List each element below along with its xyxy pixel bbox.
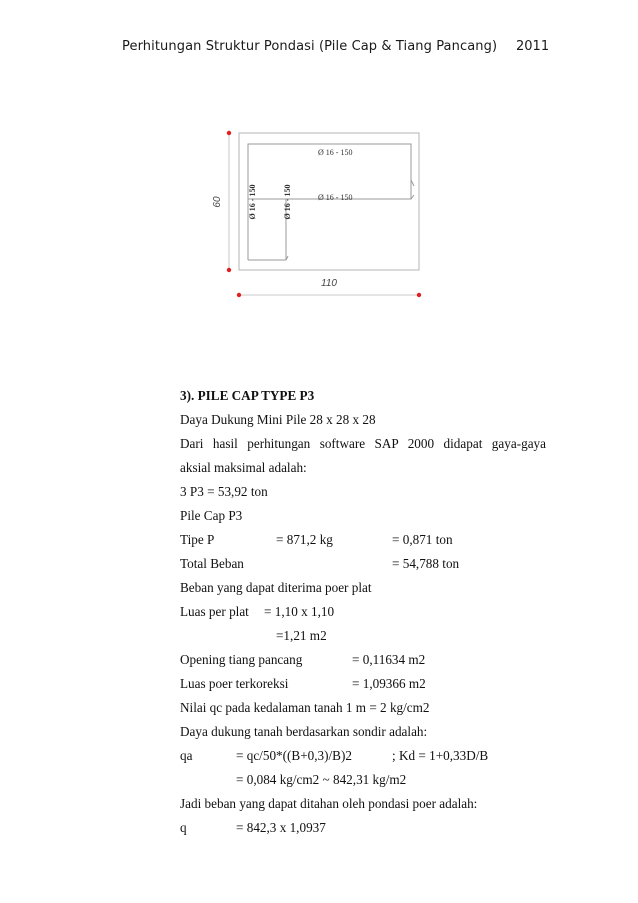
section-heading: 3). PILE CAP TYPE P3 — [180, 388, 315, 403]
opening-label: Opening tiang pancang — [180, 652, 303, 667]
dim-label-horizontal: 110 — [321, 278, 337, 289]
qa-result: = 0,084 kg/cm2 ~ 842,31 kg/m2 — [236, 772, 407, 787]
text-line: Daya Dukung Mini Pile 28 x 28 x 28 — [180, 412, 376, 427]
opening-value: = 0,11634 m2 — [352, 652, 426, 667]
koreksi-value: = 1,09366 m2 — [352, 676, 426, 691]
qa-label: qa — [180, 748, 193, 763]
header-year: 2011 — [516, 39, 550, 54]
total-label: Total Beban — [180, 556, 244, 571]
qa-formula: = qc/50*((B+0,3)/B)2 — [236, 748, 352, 763]
q-label: q — [180, 820, 187, 835]
total-value: = 54,788 ton — [392, 556, 460, 571]
text-line: 3 P3 = 53,92 ton — [180, 484, 268, 499]
rebar-label-vertical-right: Ø 16 - 150 — [283, 184, 292, 220]
luas-label: Luas per plat — [180, 604, 249, 619]
text-line: Nilai qc pada kedalaman tanah 1 m = 2 kg/cm2 — [180, 700, 430, 715]
tipe-value-ton: = 0,871 ton — [392, 532, 453, 547]
text-line: aksial maksimal adalah: — [180, 460, 307, 475]
header-title: Perhitungan Struktur Pondasi (Pile Cap & Tiang Pancang) — [122, 39, 498, 54]
rebar-label-top: Ø 16 - 150 — [318, 148, 353, 157]
q-value: = 842,3 x 1,0937 — [236, 820, 326, 835]
qa-kd: ; Kd = 1+0,33D/B — [392, 748, 489, 763]
text-line: Daya dukung tanah berdasarkan sondir adalah: — [180, 724, 428, 739]
text-line: Pile Cap P3 — [180, 508, 243, 523]
text-line: Beban yang dapat diterima poer plat — [180, 580, 372, 595]
tipe-label: Tipe P — [180, 532, 215, 547]
text-line: Jadi beban yang dapat ditahan oleh pondasi poer adalah: — [180, 796, 478, 811]
dim-label-vertical: 60 — [212, 196, 223, 208]
luas-value: = 1,10 x 1,10 — [264, 604, 335, 619]
text-line: Dari hasil perhitungan software SAP 2000 didapat gaya-gaya — [180, 436, 546, 451]
rebar-label-middle: Ø 16 - 150 — [318, 193, 353, 202]
koreksi-label: Luas poer terkoreksi — [180, 676, 289, 691]
luas-result: =1,21 m2 — [276, 628, 327, 643]
rebar-label-vertical-left: Ø 16 - 150 — [248, 184, 257, 220]
tipe-value-kg: = 871,2 kg — [276, 532, 333, 547]
